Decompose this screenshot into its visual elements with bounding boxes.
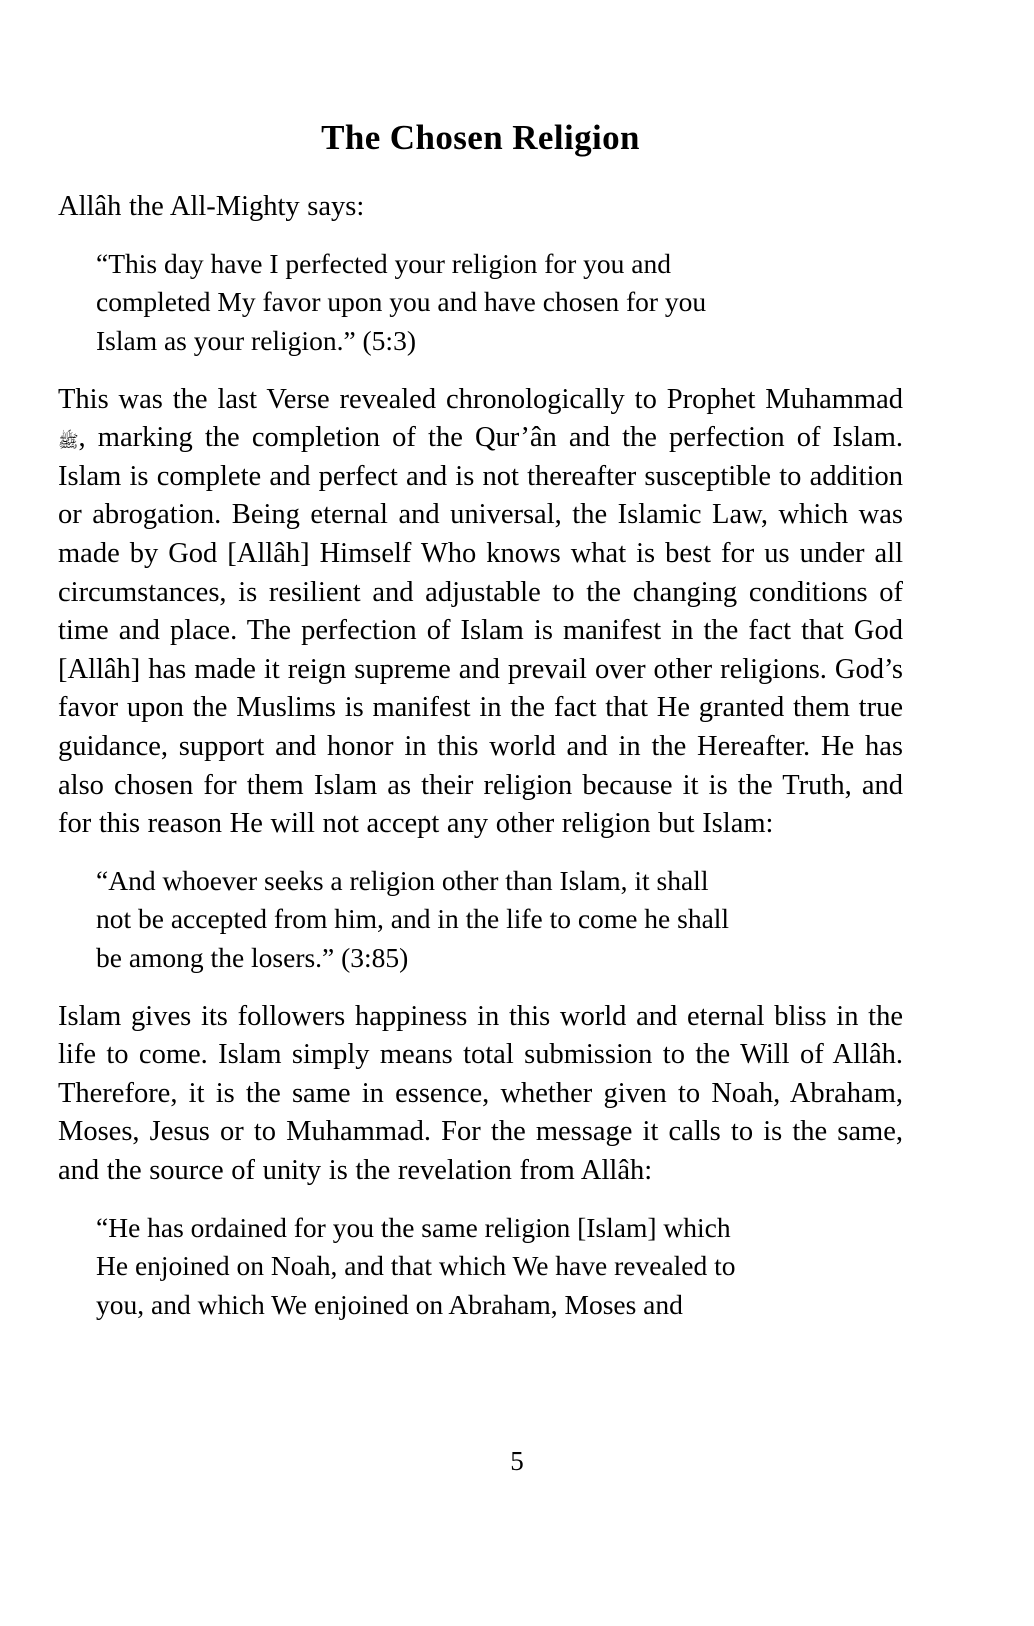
quranic-quote-ordained <box>58 1209 903 1325</box>
quote-line: be among the losers.” (3:85) <box>96 941 409 973</box>
quote-line: Islam as your religion.” (5:3) <box>96 325 416 357</box>
quote-line: you, and which We enjoined on Abraham, Moses and <box>96 1288 683 1320</box>
paragraph-islam-happiness: Islam gives its followers happiness in this world and eternal bliss in the life to come. Islam simply means total submission to the Will of Allâh. Therefore, it is the same in essence, whether given to Noah, Abraham, Moses, Jesus or to Muhammad. For the message it calls to is the same, and the source of unity is the revelation from Allâh: <box>58 1000 903 1186</box>
quote-line: completed My favor upon you and have chosen for you <box>96 286 707 318</box>
page-number: 5 <box>510 1446 524 1476</box>
quote-line: “He has ordained for you the same religion [Islam] which <box>96 1211 731 1243</box>
page-content <box>58 0 903 1324</box>
intro-line: Allâh the All-Mighty says: <box>58 191 365 223</box>
paragraph-text-part-a: This was the last Verse revealed chronologically to Prophet Muhammad <box>58 383 903 415</box>
page-title: The Chosen Religion <box>321 118 640 157</box>
peace-be-upon-him-icon: ﷺ <box>58 431 79 451</box>
paragraph-perfection-of-islam <box>58 381 903 844</box>
quote-line: not be accepted from him, and in the life to come he shall <box>96 903 730 935</box>
quranic-quote-5-3 <box>58 245 903 361</box>
quranic-quote-3-85 <box>58 862 903 978</box>
paragraph-text-part-b: , marking the completion of the Qur’ân and the perfection of Islam. Islam is complete and perfect and is not thereafter susceptible to addition or abrogation. Being eternal and universal, the Islamic Law, which was made by God [Allâh] Himself Who knows what is best for us under all circumstances, is resilient and adjustable to the changing conditions of time and place. The perfection of Islam is manifest in the fact that God [Allâh] has made it reign supreme and prevail over other religions. God’s favor upon the Muslims is manifest in the fact that He granted them true guidance, support and honor in this world and in the Hereafter. He has also chosen for them Islam as their religion because it is the Truth, and for this reason He will not accept any other religion but Islam: <box>58 422 903 840</box>
quote-line: “And whoever seeks a religion other than Islam, it shall <box>96 864 709 896</box>
quote-line: “This day have I perfected your religion for you and <box>96 247 671 279</box>
quote-line: He enjoined on Noah, and that which We have revealed to <box>96 1250 736 1282</box>
